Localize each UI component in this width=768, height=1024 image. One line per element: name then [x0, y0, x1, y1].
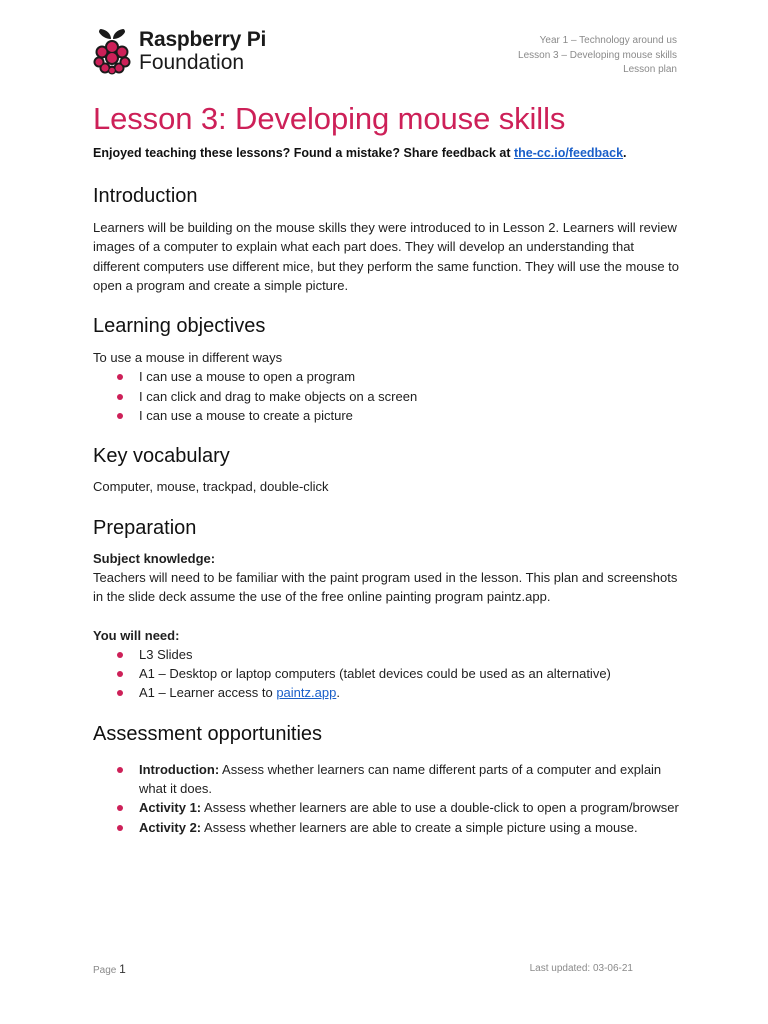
header-meta-type: Lesson plan — [623, 64, 677, 76]
you-will-need-list — [93, 645, 683, 703]
header-meta-year: Year 1 – Technology around us — [539, 35, 677, 46]
assessment-label: Activity 2: — [139, 819, 202, 835]
logo-line-1: Raspberry Pi — [139, 28, 267, 51]
page-number — [93, 962, 126, 976]
page-label: Page — [93, 965, 120, 976]
objectives-lead: To use a mouse in different ways — [93, 350, 283, 366]
assessment-label: Introduction: — [139, 761, 220, 777]
vocabulary-body: Computer, mouse, trackpad, double-click — [93, 479, 329, 495]
page-number-value: 1 — [119, 962, 126, 976]
raspberry-pi-logo — [93, 27, 266, 75]
feedback-line — [93, 146, 627, 160]
header-meta-lesson: Lesson 3 – Developing mouse skills — [518, 49, 677, 61]
assessment-label: Activity 1: — [139, 800, 202, 816]
vocabulary-heading: Key vocabulary — [93, 445, 230, 468]
assessment-text: Assess whether learners can name different parts of a computer and explain what it does. — [139, 761, 662, 797]
list-item: L3 Slides — [93, 645, 683, 664]
assessment-text: Assess whether learners are able to use a double-click to open a program/browser — [201, 800, 679, 816]
list-item: I can use a mouse to create a picture — [93, 406, 683, 425]
last-updated: Last updated: 03-06-21 — [529, 963, 633, 974]
you-will-need-label: You will need: — [93, 627, 180, 643]
logo-line-2: Foundation — [139, 51, 245, 74]
assessment-list — [93, 760, 683, 837]
objectives-list — [93, 367, 683, 425]
header-meta — [518, 34, 677, 78]
need-item-prefix: A1 – Learner access to — [139, 685, 277, 701]
feedback-text: Enjoyed teaching these lessons? Found a mistake? Share feedback at — [93, 146, 514, 160]
list-item: I can click and drag to make objects on a screen — [93, 387, 683, 406]
assessment-text: Assess whether learners are able to create a simple picture using a mouse. — [201, 819, 638, 835]
paintz-link[interactable]: paintz.app — [276, 685, 337, 701]
lesson-content — [93, 183, 683, 837]
subject-knowledge-body: Teachers will need to be familiar with the paint program used in the lesson. This plan and screenshots in the slide deck assume the use of the free online painting program paintz.app. — [93, 569, 678, 605]
list-item — [93, 760, 683, 799]
lesson-title: Lesson 3: Developing mouse skills — [93, 101, 566, 136]
spacer — [93, 607, 683, 626]
list-item: A1 – Desktop or laptop computers (tablet devices could be used as an alternative) — [93, 664, 683, 683]
list-item: I can use a mouse to open a program — [93, 367, 683, 386]
list-item — [93, 683, 683, 702]
subject-knowledge-label: Subject knowledge: — [93, 550, 216, 566]
assessment-heading: Assessment opportunities — [93, 722, 323, 745]
feedback-suffix: . — [623, 146, 627, 160]
list-item — [93, 798, 683, 817]
need-item-suffix: . — [336, 685, 340, 701]
list-item — [93, 818, 683, 837]
preparation-heading: Preparation — [93, 516, 197, 539]
raspberry-icon — [93, 27, 131, 75]
introduction-heading: Introduction — [93, 185, 198, 207]
introduction-body: Learners will be building on the mouse skills they were introduced to in Lesson 2. Learners will review images of a computer to explain what each part does. They will develop an understanding that different computers use different mice, but they perform the same function. They will use the mouse to open a program and create a simple picture. — [93, 220, 680, 293]
logo-text — [139, 29, 266, 73]
feedback-link[interactable]: the-cc.io/feedback — [513, 146, 624, 160]
objectives-heading: Learning objectives — [93, 315, 266, 338]
